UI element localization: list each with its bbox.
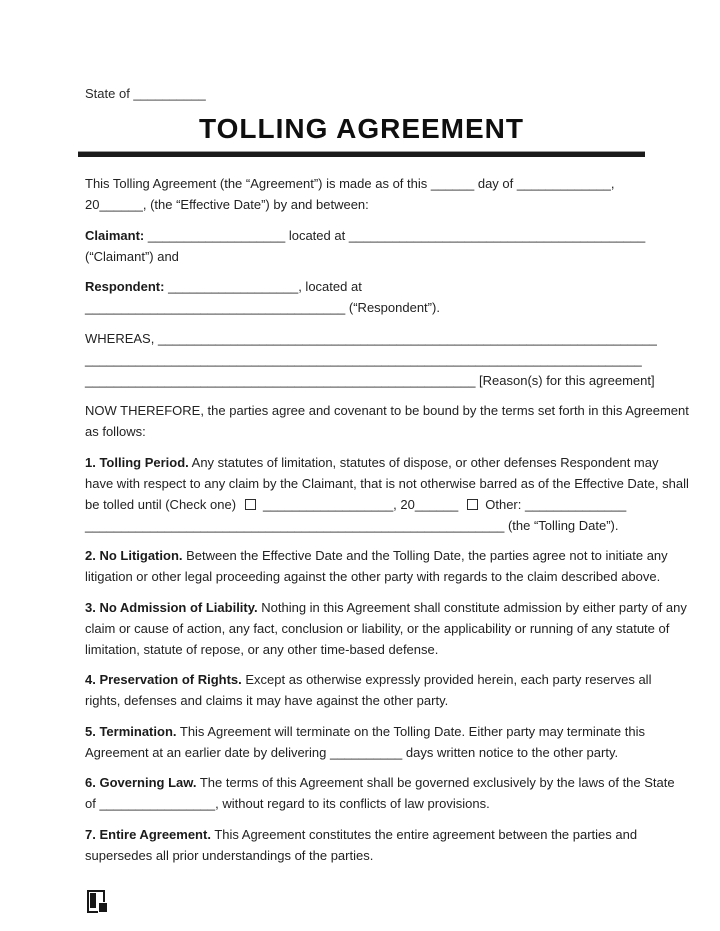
whereas-paragraph (85, 328, 657, 391)
respondent-paragraph (85, 276, 638, 318)
document-body (85, 173, 689, 917)
text-line: This Tolling Agreement (the “Agreement”) is made as of this ______ day of _____________, (85, 176, 615, 191)
text-line: ______________________________________________________ [Reason(s) for this agreement] (85, 372, 655, 388)
section-6-label: 6. Governing Law. (85, 775, 197, 790)
text-line: claim or cause of action, any fact, conclusion or liability, or the applicability or running of any statute of (85, 620, 670, 636)
text-line: have with respect to any claim by the Claimant, that is not otherwise barred as of the Effective Date, shall (85, 475, 689, 491)
checkbox-icon (245, 499, 256, 510)
section-7-text: This Agreement constitutes the entire agreement between the parties and (210, 826, 638, 842)
section-4-text: Except as otherwise expressly provided herein, each party reserves all (241, 672, 652, 687)
section-3-label: 3. No Admission of Liability. (85, 599, 258, 615)
section-7-label: 7. Entire Agreement. (85, 826, 211, 842)
text-line (85, 515, 638, 536)
section-6-governing-law (85, 772, 675, 814)
tolling-date-blank: __________________________________________________________ (85, 517, 505, 533)
text-line (85, 772, 675, 793)
text-line: ____________________________________ (“Respondent”). (85, 300, 440, 315)
section-2-label: 2. No Litigation. (85, 548, 183, 563)
other-option-blank: Other: ______________ (485, 496, 627, 512)
text-line: litigation or other legal proceeding against the other party with regards to the claim described above. (85, 569, 661, 584)
page-title: TOLLING AGREEMENT (199, 113, 524, 144)
now-therefore-paragraph (85, 400, 689, 442)
section-3-no-admission-of-liability (85, 597, 687, 660)
state-line (85, 84, 638, 103)
text-line (85, 721, 645, 742)
respondent-label: Respondent: (85, 279, 165, 294)
title-rule (78, 151, 645, 157)
text-line (85, 824, 638, 845)
section-5-label: 5. Termination. (85, 723, 177, 739)
text-line: as follows: (85, 424, 146, 439)
respondent-blanks: __________________, located at (164, 279, 362, 294)
section-4-preservation-of-rights (85, 669, 652, 711)
section-1-label: 1. Tolling Period. (85, 454, 189, 470)
intro-paragraph (85, 173, 638, 215)
section-3-text: Nothing in this Agreement shall constitute admission by either party of any (257, 599, 687, 615)
claimant-blanks: ___________________ located at _________________________________________ (144, 227, 646, 243)
checkbox-icon (467, 499, 478, 510)
text-line (85, 494, 638, 515)
text-line: of ________________, without regard to its conflicts of law provisions. (85, 796, 490, 811)
text-line: WHEREAS, _____________________________________________________________________ (85, 330, 657, 346)
section-5-text: This Agreement will terminate on the Tolling Date. Either party may terminate this (176, 723, 645, 739)
text-line (85, 545, 668, 566)
text-line: 20______, (the “Effective Date”) by and between: (85, 197, 369, 212)
section-2-no-litigation (85, 545, 668, 587)
text-line (85, 669, 652, 690)
text-line: Agreement at an earlier date by delivering __________ days written notice to the other party. (85, 744, 619, 760)
logo-bar (90, 893, 96, 908)
section-1-tolling-period (85, 452, 689, 536)
text-line: rights, defenses and claims it may have against the other party. (85, 693, 449, 708)
section-5-termination (85, 721, 645, 763)
claimant-label: Claimant: (85, 227, 145, 243)
text-line (85, 597, 687, 618)
tolling-date-option-blank: __________________, 20______ (263, 496, 459, 512)
legaltemplates-logo-icon (87, 890, 109, 917)
section-2-text: Between the Effective Date and the Tolling Date, the parties agree not to initiate any (182, 548, 668, 563)
section-1-text: Any statutes of limitation, statutes of dispose, or other defenses Respondent may (188, 454, 659, 470)
text-line (85, 452, 659, 473)
text-line (85, 276, 638, 297)
state-label: State of (85, 86, 134, 101)
tolling-date-caption: (the “Tolling Date”). (504, 517, 619, 533)
text-line: (“Claimant”) and (85, 248, 179, 264)
claimant-paragraph (85, 225, 646, 267)
section-4-label: 4. Preservation of Rights. (85, 672, 242, 687)
text-line (85, 225, 646, 246)
text-line: _____________________________________________________________________________ (85, 351, 642, 367)
logo-square (98, 902, 108, 913)
state-blank: __________ (133, 86, 206, 101)
text-line: supersedes all prior understandings of the parties. (85, 847, 374, 863)
section-7-entire-agreement (85, 824, 638, 866)
text-line: NOW THEREFORE, the parties agree and covenant to be bound by the terms set forth in this Agreement (85, 403, 689, 418)
section-6-text: The terms of this Agreement shall be governed exclusively by the laws of the State (196, 775, 675, 790)
check-one-label: be tolled until (Check one) (85, 496, 237, 512)
text-line: limitation, statute of repose, or any other time-based defense. (85, 641, 439, 657)
